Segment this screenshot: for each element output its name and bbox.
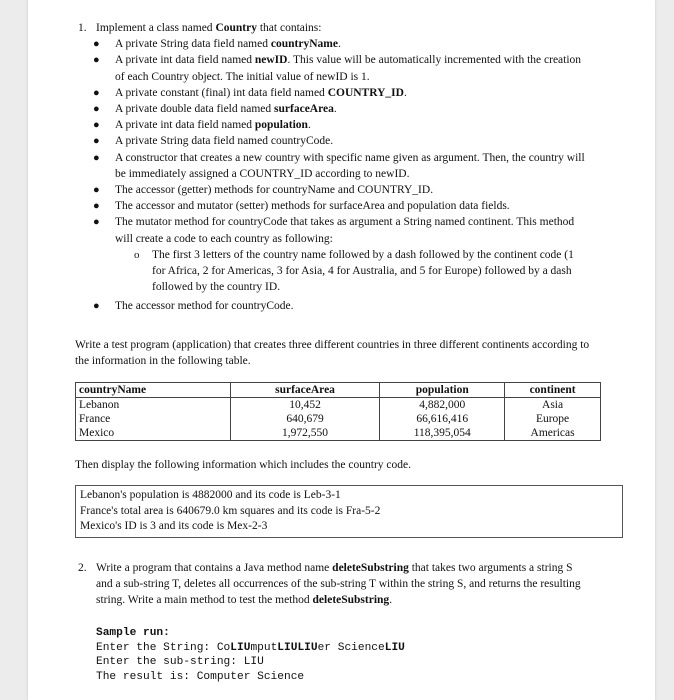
output-line: France's total area is 640679.0 km squares and its code is Fra-5-2: [80, 504, 381, 517]
bullet-item: ● The accessor (getter) methods for countryName and COUNTRY_ID.: [93, 184, 434, 197]
bullet-item: ● A private int data field named newID. This value will be automatically incremented with the creation of each Country object. The initial value of newID is 1.: [93, 54, 582, 83]
bullet-item: ● A private double data field named surfaceArea.: [93, 103, 337, 116]
bullet-item: ● The mutator method for countryCode that takes as argument a String named continent. This method will create a code to each country as following:: [93, 216, 575, 245]
output-line: Lebanon's population is 4882000 and its code is Leb-3-1: [80, 489, 341, 501]
sample-line-2: Enter the sub-string: LIU: [96, 656, 264, 669]
sub-bullet-item: o The first 3 letters of the country name followed by a dash followed by the continent code (1 for Africa, 2 for Americas, 3 for Asia, 4 for Australia, and 5 for Europe) followed by a dash followed by the country ID.: [134, 248, 574, 294]
bullet-item: ● The accessor and mutator (setter) methods for surfaceArea and population data fields.: [93, 200, 510, 213]
table-cell: 118,395,054: [380, 426, 505, 441]
table-row: [76, 426, 601, 441]
table-cell: Europe: [535, 413, 570, 425]
display-text: Then display the following information which includes the country code.: [75, 459, 411, 471]
table-cell: 1,972,550: [230, 426, 380, 441]
table-cell: 66,616,416: [380, 412, 505, 426]
bullet-item: ● A private int data field named population.: [93, 119, 311, 132]
table-cell: 10,452: [230, 398, 380, 413]
sample-line-1: Enter the String: CoLIUmputLIULIUer ScienceLIU: [96, 641, 405, 654]
question-2-number: 2.: [78, 562, 87, 574]
output-line: Mexico's ID is 3 and its code is Mex-2-3: [80, 520, 268, 532]
sample-run: [96, 626, 405, 684]
question-2-text: Write a program that contains a Java method name deleteSubstring that takes two arguments a string S and a sub-string T, deletes all occurrences of the sub-string T within the string S, and returns the resulting string. Write a main method to test the method deleteSubstring.: [96, 562, 581, 607]
table-cell: France: [76, 412, 231, 426]
document-page: [28, 0, 655, 700]
table-row: [76, 398, 601, 413]
question-1-intro: Implement a class named Country that contains:: [96, 22, 322, 34]
sample-line-3: The result is: Computer Science: [96, 670, 305, 683]
table-cell: Asia: [542, 399, 564, 411]
bullet-item: ● A private constant (final) int data field named COUNTRY_ID.: [93, 86, 407, 99]
question-1: [93, 20, 596, 315]
bullet-item: ● A private String data field named countryName.: [93, 38, 341, 51]
table-header: continent: [529, 384, 576, 396]
table-cell: 4,882,000: [380, 398, 505, 413]
bullet-item: ● The accessor method for countryCode.: [93, 300, 294, 313]
country-table: [75, 382, 601, 441]
table-cell: 640,679: [230, 412, 380, 426]
bullet-item: ● A private String data field named countryCode.: [93, 135, 334, 148]
table-row: [76, 412, 601, 426]
bullet-item: ● A constructor that creates a new country with specific name given as argument. Then, the country will be immediately assigned a COUNTRY_ID according to newID.: [93, 151, 585, 180]
table-header: population: [380, 383, 505, 398]
table-cell: Mexico: [76, 426, 231, 441]
question-1-number: 1.: [78, 22, 87, 34]
sample-run-label: Sample run:: [96, 627, 170, 639]
table-cell: Americas: [530, 427, 575, 439]
table-header: countryName: [76, 383, 231, 398]
output-box: [75, 485, 623, 538]
test-program-text: Write a test program (application) that creates three different countries in three different continents according to the information in the following table.: [75, 339, 590, 368]
table-cell: Lebanon: [76, 398, 231, 413]
table-header: surfaceArea: [230, 383, 380, 398]
